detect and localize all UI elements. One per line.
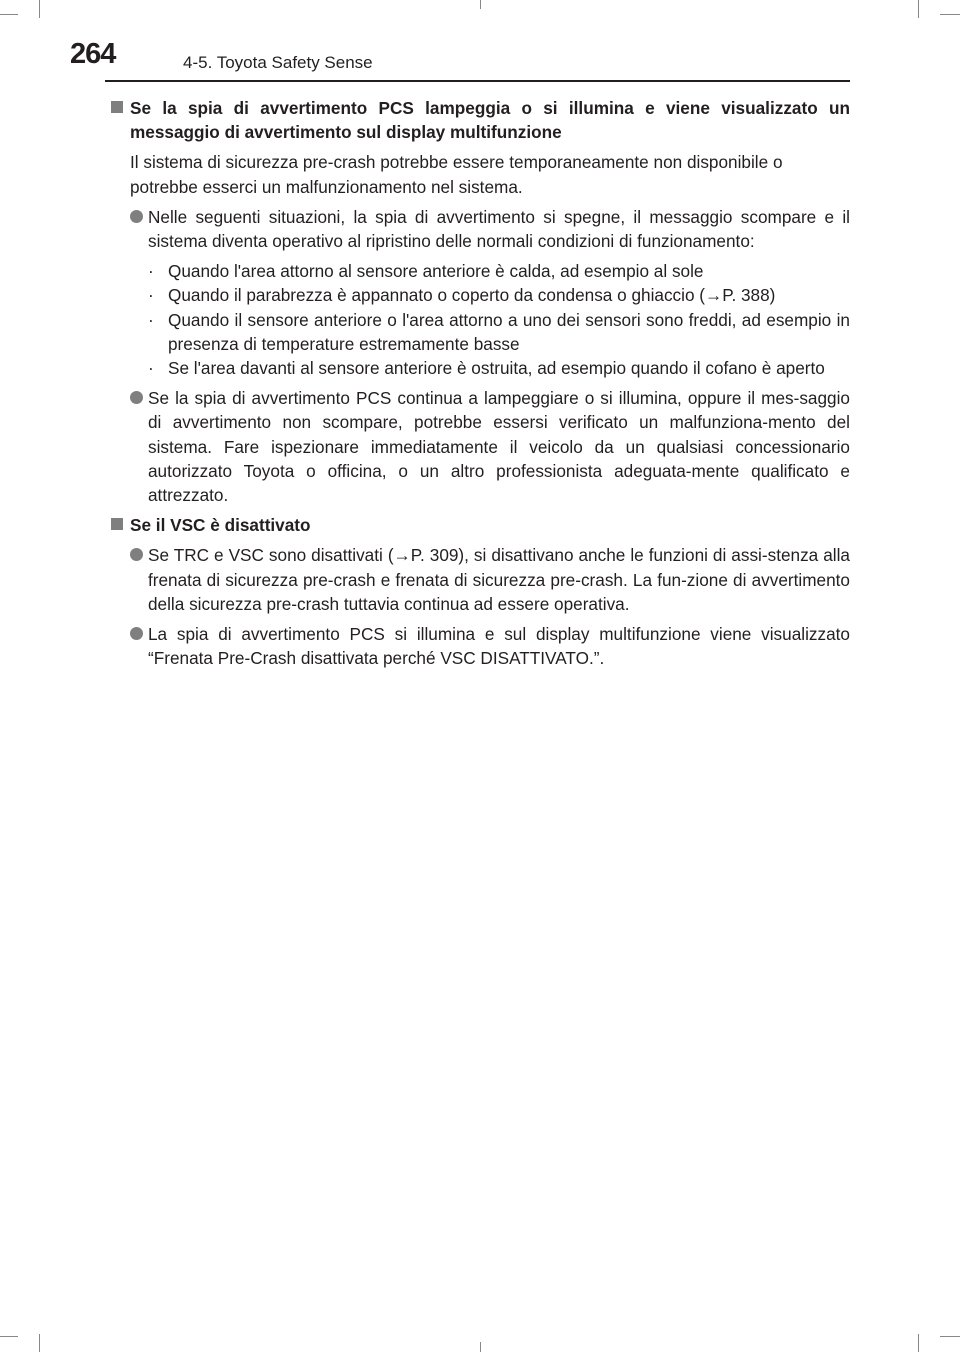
crop-mark [480, 1342, 481, 1352]
bullet-item [108, 205, 850, 253]
section-title: 4-5. Toyota Safety Sense [183, 53, 373, 72]
bullet-item [108, 386, 850, 507]
sub-list-text: Quando il sensore anteriore o l'area attorno a uno dei sensori sono freddi, ad esempio in presenza di temperature estremamente basse [168, 309, 850, 354]
sub-list-item [148, 283, 850, 307]
section-heading [108, 513, 850, 537]
sub-list-item [148, 259, 850, 283]
heading-text: Se la spia di avvertimento PCS lampeggia o si illumina e viene visualizzato un messaggio di avvertimento sul display multifunzione [130, 98, 850, 143]
bullet-text: Se TRC e VSC sono disattivati (→P. 309), si disattivano anche le funzioni di assi-stenza alla frenata di sicurezza pre-crash e frenata di sicurezza pre-crash. La fun-zione di avvertimento della sicurezza pre-crash tuttavia continua ad essere operativa. [148, 545, 850, 614]
sub-list-mark: · [148, 261, 154, 282]
sub-list-item [148, 308, 850, 356]
bullet-item [108, 543, 850, 616]
heading-text: Se il VSC è disattivato [130, 515, 311, 536]
sub-list-mark: · [148, 358, 154, 379]
sub-list-text: Se l'area davanti al sensore anteriore è ostruita, ad esempio quando il cofano è aperto [168, 358, 825, 379]
bullet-text: Nelle seguenti situazioni, la spia di avvertimento si spegne, il messaggio scompare e il sistema diventa operativo al ripristino delle normali condizioni di funzionamento: [148, 206, 850, 252]
crop-mark [0, 1336, 18, 1337]
header-rule [105, 80, 850, 82]
crop-mark [940, 1336, 960, 1337]
bullet-item [108, 622, 850, 670]
sub-list-text: Quando l'area attorno al sensore anteriore è calda, ad esempio al sole [168, 261, 704, 282]
square-bullet-icon [111, 518, 123, 530]
sub-list-mark: · [148, 309, 154, 330]
bullet-text: Se la spia di avvertimento PCS continua a lampeggiare o si illumina, oppure il mes-saggio di avvertimento non scompare, potrebbe essersi verificato un malfunziona-mento del sistema. Fare ispezionare immediatamente il veicolo da un qualsiasi concessionario autorizzato Toyota o officina, o un altro professionista adeguata-mente qualificato e attrezzato. [148, 388, 850, 506]
sub-list-mark: · [148, 285, 154, 306]
sub-list-text: Quando il parabrezza è appannato o coperto da condensa o ghiaccio (→P. 388) [168, 285, 776, 306]
sub-list-item [148, 356, 850, 380]
sub-list [108, 259, 850, 380]
page-number: 264 [70, 38, 116, 70]
circle-bullet-icon [130, 627, 143, 640]
bullet-text: La spia di avvertimento PCS si illumina e sul display multifunzione viene visualizzato “Frenata Pre-Crash disattivata perché VSC DISATTIVATO.”. [148, 624, 850, 669]
crop-mark [918, 1334, 919, 1352]
crop-mark [39, 1334, 40, 1352]
page-header [0, 0, 960, 90]
circle-bullet-icon [130, 210, 143, 223]
section-intro: Il sistema di sicurezza pre-crash potrebbe essere temporaneamente non disponibile o potrebbe esserci un malfunzionamento nel sistema. [130, 152, 783, 197]
circle-bullet-icon [130, 548, 143, 561]
section-heading [108, 96, 850, 144]
circle-bullet-icon [130, 391, 143, 404]
square-bullet-icon [111, 101, 123, 113]
page-content [108, 96, 850, 676]
